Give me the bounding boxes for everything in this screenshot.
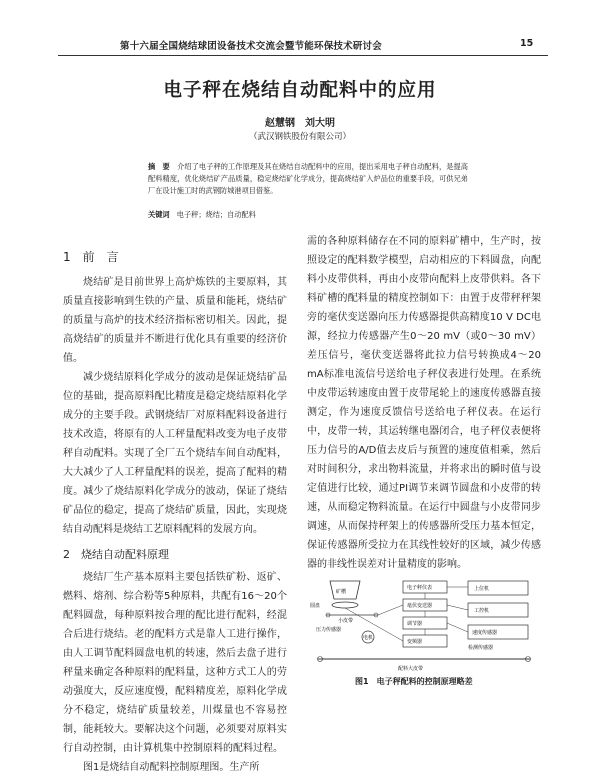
s2-paragraph-1: 烧结厂生产基本原料主要包括铁矿粉、返矿、燃料、熔剂、综合粉等5种原料，共配有16～20个配料圆盘，每种原料按合理的配比进行配料，经混合后进行烧结。老的配料方式是靠人工进行操作，由人工调节配料圆盘电机的转速，然后去盘子进行秤量来确定各种原料的配料量，这种方式工人的劳动强度大，反应速度慢，配料精度差，原料化学成分不稳定，烧结矿质量较差，川煤量也不容易控制，能耗较大。要解决这个问题，必须要对原料实行自动控制，由计算机集中控制原料的配料过程。 — [63, 572, 287, 754]
right-paragraph-1: 需的各种原料储存在不同的原料矿槽中，生产时，按照设定的配料数学模型，启动相应的下料圆盘，向配料小皮带供料，再由小皮带向配料上皮带供料。各下料矿槽的配料量的精度控制如下：由置于皮带秤秤架旁的毫伏变送器向压力传感器提供高精度10 V DC电源，经拉力传感器产生0～20 mV（或0～30 mV）差压信号，毫伏变送器将此拉力信号转换成4～20 mA标准电流信号送给电子秤仪表进行处理。在系统中皮带运转速度由置于皮带尾轮上的速度传感器直接测定，作为速度反馈信号送给电子秤仪表。在运行中，皮带一转，其运转继电器闭合，电子秤仪表便将压力信号的A/D值去皮后与预置的速度值相乘，然后对时间积分，求出物料流量，并将求出的瞬时值与设定值进行比较，通过PI调节来调节圆盘和小皮带的转速，从而稳定物料流量。在运行中圆盘与小皮带同步调速，从而保持秤架上的传感器所受压力基本恒定，保证传感器所受拉力在其线性较好的区域，减少传感器的非线性误差对计量精度的影响。 — [307, 236, 541, 570]
label-main-belt: 配料大皮带 — [398, 666, 424, 672]
label-speed-sensor: 速度传感器 — [472, 630, 498, 636]
figure-1-diagram — [308, 575, 540, 675]
s1-paragraph-1: 烧结矿是目前世界上高炉炼铁的主要原料，其质量直接影响到生铁的产量、质量和能耗，烧结矿的质量与高炉的技术经济指标密切相关。因此，提高烧结矿的质量并不断进行优化具有重要的经济价值。 — [63, 277, 287, 364]
header-divider — [58, 55, 548, 56]
label-mv-transmitter: 毫伏变送器 — [407, 603, 433, 609]
s1-paragraph-2: 减少烧结原料化学成分的波动是保证烧结矿品位的基础，提高原料配比精度是稳定烧结原料化学成分的主要手段。武钢烧结厂对原料配料设备进行技术改造，将原有的人工秤量配料改变为电子皮带秤自动配料。实现了全厂五个烧结车间自动配料，大大减少了人工秤量配料的误差，提高了配料的精度。减少了烧结原料化学成分的波动，保证了烧结矿品位的稳定，提高了烧结矿质量，因此，实现烧结自动配料是烧结工艺原料配料的发展方向。 — [63, 372, 287, 535]
keywords-label: 关键词 — [148, 210, 170, 219]
running-header: 第十六届全国烧结球团设备技术交流会暨节能环保技术研讨会 — [120, 41, 382, 52]
label-scale-instrument: 电子秤仪表 — [407, 585, 433, 591]
page-number: 15 — [520, 38, 534, 49]
authors: 赵慧钢 刘大明 — [265, 118, 335, 129]
label-small-belt: 小皮带 — [338, 618, 354, 624]
label-load-cell: 压力传感器 — [316, 627, 342, 633]
section-2-heading: 2 烧结自动配料原理 — [63, 548, 169, 561]
abstract-label: 摘 要 — [148, 162, 170, 171]
label-ore-bin: 矿槽 — [336, 589, 347, 595]
right-column — [307, 232, 541, 574]
left-column — [63, 246, 287, 777]
paper-title: 电子秤在烧结自动配料中的应用 — [163, 80, 437, 101]
keywords-text: 电子秤；烧结；自动配料 — [176, 210, 256, 219]
label-motor: 电机 — [363, 635, 374, 641]
s2-paragraph-2: 图1是烧结自动配料控制原理图。生产所 — [83, 762, 260, 773]
label-disc: 圆盘 — [310, 603, 321, 609]
abstract — [148, 161, 468, 197]
section-1-heading: 1 前 言 — [63, 250, 119, 264]
disc-group — [310, 602, 358, 609]
label-detect: 检测传感器 — [468, 645, 494, 651]
ore-bin-group — [330, 581, 360, 599]
figure-1-caption: 图1 电子秤配料的控制原理略差 — [355, 677, 473, 686]
label-host: 上位机 — [474, 586, 490, 592]
label-frequency: 变频器 — [407, 639, 423, 645]
label-computer: 工控机 — [474, 608, 490, 614]
label-controller: 调节器 — [407, 621, 423, 627]
instrument-boxes — [403, 581, 528, 647]
main-belt-group — [318, 657, 531, 673]
affiliation: （武汉钢铁股份有限公司） — [248, 132, 351, 142]
abstract-text: 介绍了电子秤的工作原理及其在烧结自动配料中的应用，提出采用电子秤自动配料，是提高配料精度，优化烧结矿产品质量，稳定烧结矿化学成分，提高烧结矿入炉品位的重要手段，可供兄弟厂在设计施工时的武钢防城港项目借鉴。 — [148, 162, 468, 195]
keywords — [148, 210, 468, 220]
